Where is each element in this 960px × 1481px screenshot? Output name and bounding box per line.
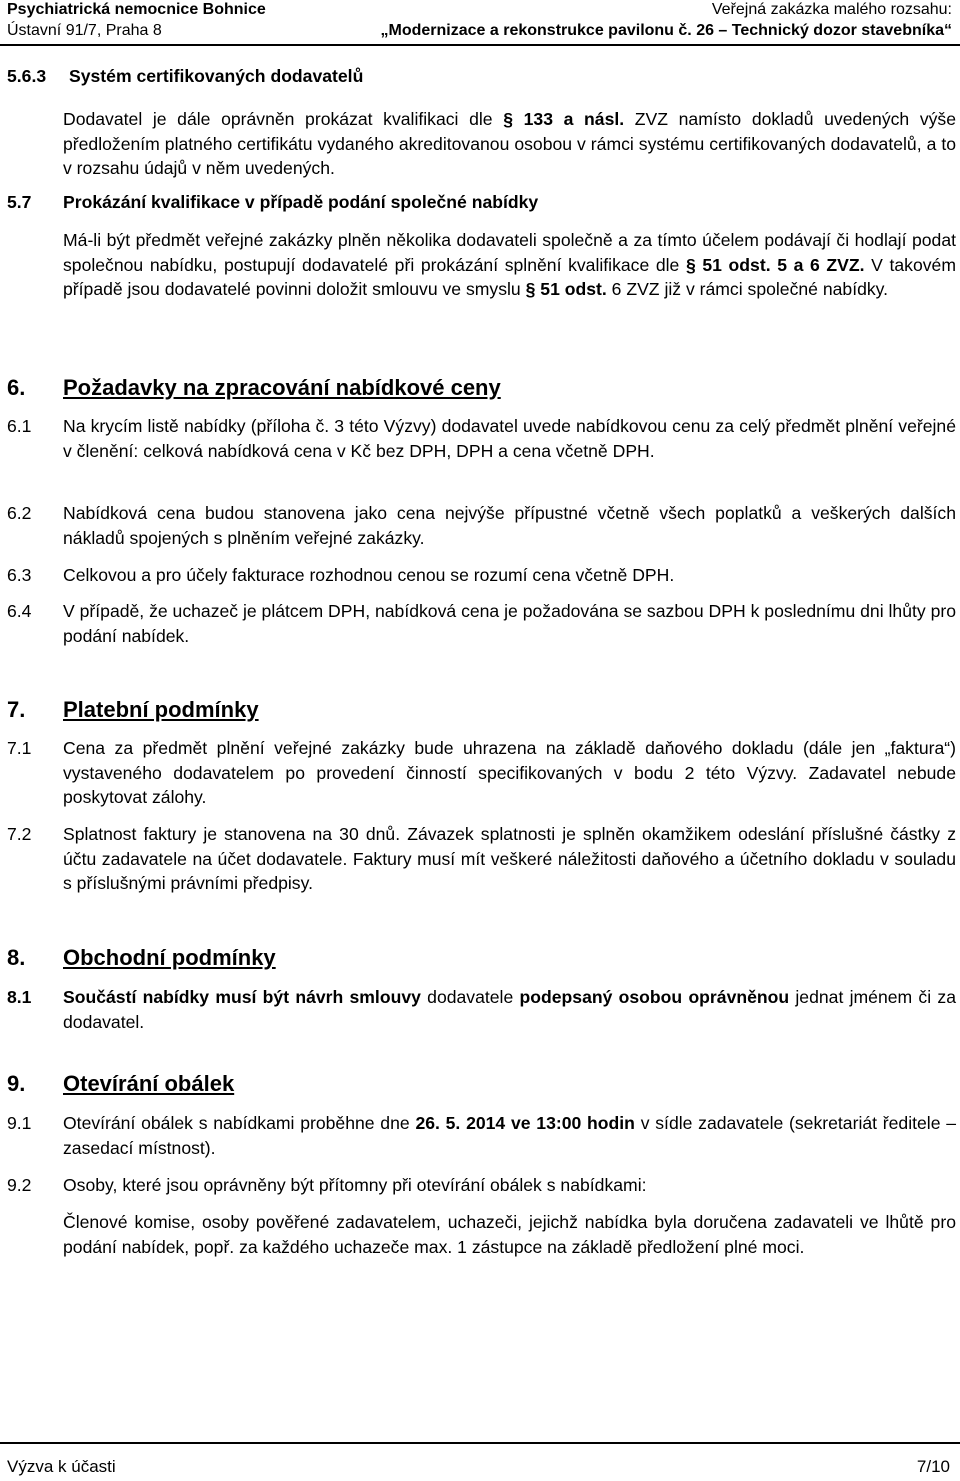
item-text: Nabídková cena budou stanovena jako cena nejvýše přípustné včetně všech poplatků a veškerých dalších nákladů spojených s plněním veřejné zakázky. [63, 503, 956, 548]
item-number: 7.2 [7, 824, 32, 844]
item-number: 9.1 [7, 1113, 32, 1133]
section-number: 6. [7, 375, 26, 400]
item-text: V případě, že uchazeč je plátcem DPH, nabídková cena je požadována se sazbou DPH k poslednímu dni lhůty pro podání nabídek. [63, 601, 956, 646]
header-tender-title: „Modernizace a rekonstrukce pavilonu č. 26 – Technický dozor stavebníka“ [380, 22, 952, 39]
section-title: Požadavky na zpracování nabídkové ceny [63, 375, 501, 400]
item-text: Součástí nabídky musí být návrh smlouvy dodavatele podepsaný osobou oprávněnou jednat jménem či za dodavatel. [63, 987, 956, 1032]
item-number: 6.1 [7, 416, 32, 436]
footer-rule [0, 1442, 960, 1444]
section-number: 5.7 [7, 192, 32, 212]
header-tender-type: Veřejná zakázka malého rozsahu: [711, 1, 952, 18]
section-number: 5.6.3 [7, 66, 47, 86]
section-title: Systém certifikovaných dodavatelů [69, 66, 364, 86]
section-sign-icon: § [503, 109, 513, 129]
item-text: Splatnost faktury je stanovena na 30 dnů. Závazek splatnosti je splněn okamžikem odeslání příslušné částky z účtu zadavatele na účet dodavatele. Faktury musí mít veškeré náležitosti daňového a účetního dokladu v souladu s příslušnými právními předpisy. [63, 824, 956, 893]
item-text: Celkovou a pro účely fakturace rozhodnou cenou se rozumí cena včetně DPH. [63, 565, 675, 585]
section-sign-icon: § [525, 279, 536, 299]
item-number: 6.4 [7, 601, 32, 621]
section-number: 7. [7, 697, 26, 722]
section-title: Otevírání obálek [63, 1071, 235, 1096]
section-title: Prokázání kvalifikace v případě podání společné nabídky [63, 192, 539, 212]
section-title: Platební podmínky [63, 697, 259, 722]
item-text: Osoby, které jsou oprávněny být přítomny při otevírání obálek s nabídkami: [63, 1175, 647, 1195]
item-number: 6.2 [7, 503, 32, 523]
paragraph-text: Má-li být předmět veřejné zakázky plněn několika dodavateli společně a za tímto účelem podávají či hodlají podat společnou nabídku, postupují dodavatelé při prokázání splnění kvalifikace dle § 51 odst. 5 a 6 ZVZ. V takovém případě jsou dodavatelé povinni doložit smlouvu ve smyslu § 51 odst. 6 ZVZ již v rámci společné nabídky. [63, 230, 957, 299]
header-organization: Psychiatrická nemocnice Bohnice [7, 1, 266, 18]
item-text: Otevírání obálek s nabídkami proběhne dne 26. 5. 2014 ve 13:00 hodin v sídle zadavatele (sekretariát ředitele – zasedací místnost). [63, 1113, 957, 1158]
header-address: Ústavní 91/7, Praha 8 [7, 22, 162, 39]
item-text: Cena za předmět plnění veřejné zakázky bude uhrazena na základě daňového dokladu (dále jen „faktura“) vystaveného dodavatelem po provedení činností specifikovaných v bodu 2 této Výzvy. Zadavatel nebude poskytovat zálohy. [63, 738, 956, 807]
paragraph-text: Dodavatel je dále oprávněn prokázat kvalifikaci dle § 133 a násl. ZVZ namísto dokladů uvedených výše předložením platného certifikátu vydaného akreditovanou osobou v rámci systému certifikovaných dodavatelů, a to v rozsahu údajů v něm uvedených. [63, 109, 957, 178]
page-number: 7/10 [916, 1457, 950, 1476]
section-number: 9. [7, 1071, 26, 1096]
section-number: 8. [7, 945, 26, 970]
item-number: 8.1 [7, 987, 32, 1007]
item-number: 7.1 [7, 738, 32, 758]
item-number: 9.2 [7, 1175, 32, 1195]
header-rule [0, 44, 960, 46]
section-title: Obchodní podmínky [63, 945, 276, 970]
item-text: Na krycím listě nabídky (příloha č. 3 této Výzvy) dodavatel uvede nabídkovou cenu za celý předmět plnění veřejné v členění: celková nabídková cena v Kč bez DPH, DPH a cena včetně DPH. [63, 416, 956, 461]
footer-document-title: Výzva k účasti [7, 1457, 116, 1476]
item-number: 6.3 [7, 565, 32, 585]
section-sign-icon: § [685, 254, 696, 275]
page-footer [0, 1442, 960, 1481]
paragraph-text: Členové komise, osoby pověřené zadavatelem, uchazeči, jejichž nabídka byla doručena zadavateli ve lhůtě pro podání nabídek, popř. za každého uchazeče max. 1 zástupce na základě předložení plné moci. [63, 1212, 956, 1257]
page-header [0, 0, 960, 44]
